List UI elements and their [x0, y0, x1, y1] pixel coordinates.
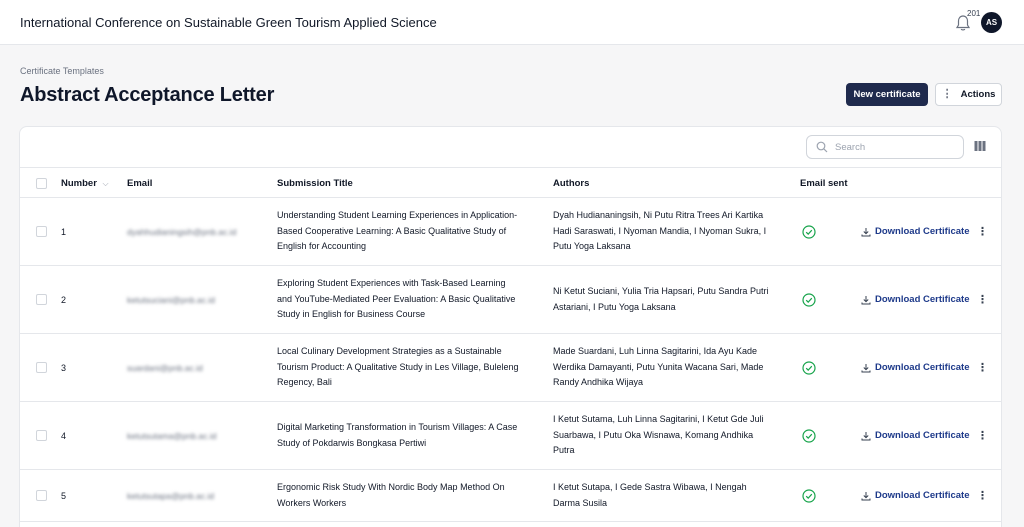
column-title: Submission Title	[277, 178, 353, 189]
table-header	[20, 167, 1002, 198]
authors-line: Suarbawa, I Putu Oka Wisnawa, Komang Andhika	[553, 429, 754, 440]
search-input[interactable]	[806, 135, 964, 159]
column-email: Email	[127, 178, 153, 189]
authors-line: Made Suardani, Luh Linna Sagitarini, Ida Ayu Kade	[553, 346, 757, 356]
authors-line: Dyah Hudiananingsih, Ni Putu Ritra Trees Ari Kartika	[553, 210, 764, 220]
title-line: English for Accounting	[277, 241, 367, 251]
actions-label: Actions	[960, 89, 996, 100]
column-email-sent: Email sent	[800, 178, 848, 189]
row-checkbox[interactable]	[36, 490, 47, 501]
title-line: Study of Pokdarwis Bongkasa Pertiwi	[277, 437, 427, 448]
download-certificate-button[interactable]	[861, 226, 970, 237]
search-icon	[816, 141, 828, 153]
row-number: 5	[61, 491, 67, 501]
check-circle-icon	[802, 225, 816, 239]
row-email: ketutsutapa@pnb.ac.id	[127, 491, 215, 501]
authors-line: Ni Ketut Suciani, Yulia Tria Hapsari, Putu Sandra Putri	[553, 286, 769, 296]
table-row	[20, 402, 1002, 470]
download-label: Download Certificate	[875, 226, 970, 237]
title-line: Regency, Bali	[277, 377, 332, 387]
download-certificate-button[interactable]	[861, 430, 970, 441]
actions-button[interactable]	[935, 83, 1002, 106]
row-menu-icon[interactable]: ⋮	[977, 490, 988, 502]
row-title	[277, 208, 517, 255]
title-line: Understanding Student Learning Experiences in Application-	[277, 210, 518, 220]
title-line: Ergonomic Risk Study With Nordic Body Map Method On	[277, 482, 505, 492]
row-number: 2	[61, 295, 67, 305]
download-certificate-button[interactable]	[861, 362, 970, 373]
authors-line: Putu Yoga Laksana	[553, 241, 631, 251]
search-placeholder: Search	[835, 141, 866, 153]
authors-line: Darma Susila	[553, 497, 608, 508]
title-line: Exploring Student Experiences with Task-Based Learning	[277, 278, 506, 288]
kebab-icon: ⋮	[941, 88, 953, 100]
row-email: ketutsutama@pnb.ac.id	[127, 431, 217, 441]
title-line: Based Cooperative Learning: A Basic Qualitative Study of	[277, 225, 507, 236]
authors-line: I Ketut Sutama, Luh Linna Sagitarini, I Ketut Gde Juli	[553, 414, 764, 424]
column-number-label: Number	[61, 178, 97, 189]
title-line: and YouTube-Mediated Peer Evaluation: A Basic Qualitative	[277, 293, 516, 304]
row-number: 1	[61, 227, 67, 237]
check-circle-icon	[802, 293, 816, 307]
title-line: Study in English for Business Course	[277, 309, 426, 319]
table-row	[20, 266, 1002, 334]
select-all-checkbox[interactable]	[36, 178, 47, 189]
row-checkbox[interactable]	[36, 430, 47, 441]
authors-line: Astariani, I Putu Yoga Laksana	[553, 301, 676, 312]
download-label: Download Certificate	[875, 294, 970, 305]
authors-line: Putra	[553, 445, 575, 455]
check-circle-icon	[802, 361, 816, 375]
row-checkbox[interactable]	[36, 226, 47, 237]
row-title	[277, 344, 518, 391]
authors-line: Werdika Damayanti, Putu Yunita Wacana Sari, Made	[553, 361, 764, 372]
row-title	[277, 420, 517, 451]
row-menu-icon[interactable]: ⋮	[977, 294, 988, 306]
top-bar	[0, 0, 1024, 45]
download-certificate-button[interactable]	[861, 490, 970, 501]
title-line: Local Culinary Development Strategies as a Sustainable	[277, 346, 502, 356]
row-checkbox[interactable]	[36, 294, 47, 305]
download-label: Download Certificate	[875, 430, 970, 441]
download-icon	[861, 491, 871, 501]
title-line: Workers Workers	[277, 497, 347, 508]
notification-count: 201	[967, 9, 981, 18]
row-number: 4	[61, 431, 67, 441]
row-checkbox[interactable]	[36, 362, 47, 373]
row-email: suardani@pnb.ac.id	[127, 363, 203, 373]
download-label: Download Certificate	[875, 490, 970, 501]
authors-line: I Ketut Sutapa, I Gede Sastra Wibawa, I Nengah	[553, 482, 747, 492]
title-line: Digital Marketing Transformation in Tourism Villages: A Case	[277, 422, 518, 432]
check-circle-icon	[802, 489, 816, 503]
row-title	[277, 276, 515, 323]
row-authors	[553, 344, 763, 391]
breadcrumb[interactable]: Certificate Templates	[20, 66, 104, 76]
row-authors	[553, 480, 747, 511]
new-certificate-button[interactable]: New certificate	[846, 83, 928, 106]
row-number: 3	[61, 363, 67, 373]
row-menu-icon[interactable]: ⋮	[977, 430, 988, 442]
table-row	[20, 198, 1002, 266]
page-title: Abstract Acceptance Letter	[20, 84, 275, 106]
column-authors: Authors	[553, 178, 590, 189]
table-row	[20, 470, 1002, 522]
download-certificate-button[interactable]	[861, 294, 970, 305]
table-row	[20, 334, 1002, 402]
row-email: ketutsuciani@pnb.ac.id	[127, 295, 216, 305]
download-icon	[861, 295, 871, 305]
download-label: Download Certificate	[875, 362, 970, 373]
app-title: International Conference on Sustainable Green Tourism Applied Science	[20, 15, 437, 30]
row-title	[277, 480, 505, 511]
authors-line: Randy Andhika Wijaya	[553, 377, 644, 387]
columns-icon[interactable]	[974, 140, 986, 152]
row-menu-icon[interactable]: ⋮	[977, 362, 988, 374]
row-authors	[553, 208, 766, 255]
chevron-down-icon: ⌵	[102, 179, 109, 188]
row-authors	[553, 284, 768, 315]
check-circle-icon	[802, 429, 816, 443]
authors-line: Hadi Saraswati, I Nyoman Mandia, I Nyoman Sukra, I	[553, 225, 767, 236]
download-icon	[861, 363, 871, 373]
row-menu-icon[interactable]: ⋮	[977, 226, 988, 238]
certificates-table-card	[19, 126, 1002, 527]
download-icon	[861, 431, 871, 441]
row-authors	[553, 412, 764, 459]
row-email: dyahhudianingsih@pnb.ac.id	[127, 227, 237, 237]
download-icon	[861, 227, 871, 237]
avatar[interactable]: AS	[981, 12, 1002, 33]
column-number[interactable]	[61, 178, 109, 189]
title-line: Tourism Product: A Qualitative Study in Les Village, Buleleng	[277, 361, 519, 372]
